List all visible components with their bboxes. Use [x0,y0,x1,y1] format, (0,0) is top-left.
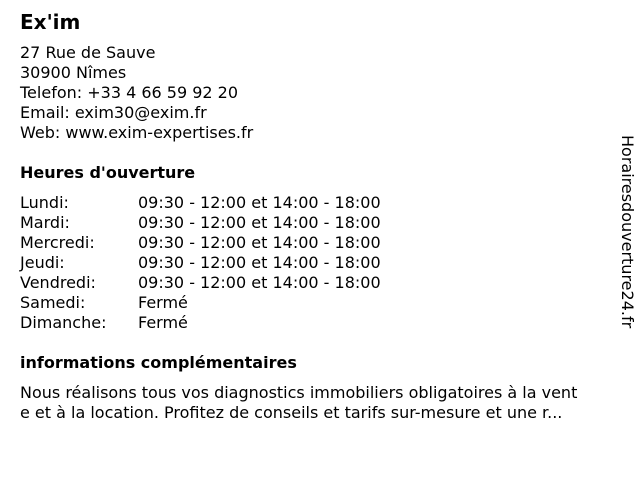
email-address: Email: exim30@exim.fr [20,103,207,122]
hours-row-wednesday [20,233,381,253]
business-name: Ex'im [20,10,81,34]
time-value: 09:30 - 12:00 et 14:00 - 18:00 [138,193,381,212]
opening-hours-table [20,193,381,333]
hours-row-tuesday [20,213,381,233]
time-value: Fermé [138,313,188,332]
time-value: 09:30 - 12:00 et 14:00 - 18:00 [138,253,381,272]
contact-block [20,43,253,143]
time-value: 09:30 - 12:00 et 14:00 - 18:00 [138,233,381,252]
opening-hours-heading: Heures d'ouverture [20,163,196,182]
day-label: Mardi: [20,213,70,232]
info-line: e et à la location. Profitez de conseils et tarifs sur-mesure et une r... [20,403,563,422]
day-label: Dimanche: [20,313,107,332]
day-label: Mercredi: [20,233,95,252]
time-value: 09:30 - 12:00 et 14:00 - 18:00 [138,273,381,292]
time-value: Fermé [138,293,188,312]
hours-row-thursday [20,253,381,273]
watermark-label: Horairesdouverture24.fr [618,135,637,329]
street-address: 27 Rue de Sauve [20,43,156,62]
hours-row-friday [20,273,381,293]
additional-info-text [20,383,620,423]
website: Web: www.exim-expertises.fr [20,123,254,142]
hours-row-monday [20,193,381,213]
day-label: Jeudi: [20,253,65,272]
day-label: Lundi: [20,193,69,212]
day-label: Samedi: [20,293,86,312]
hours-row-saturday [20,293,381,313]
phone-number: Telefon: +33 4 66 59 92 20 [20,83,239,102]
day-label: Vendredi: [20,273,96,292]
city-address: 30900 Nîmes [20,63,127,82]
additional-info-heading: informations complémentaires [20,353,297,372]
info-line: Nous réalisons tous vos diagnostics immobiliers obligatoires à la vent [20,383,578,402]
time-value: 09:30 - 12:00 et 14:00 - 18:00 [138,213,381,232]
hours-row-sunday [20,313,381,333]
